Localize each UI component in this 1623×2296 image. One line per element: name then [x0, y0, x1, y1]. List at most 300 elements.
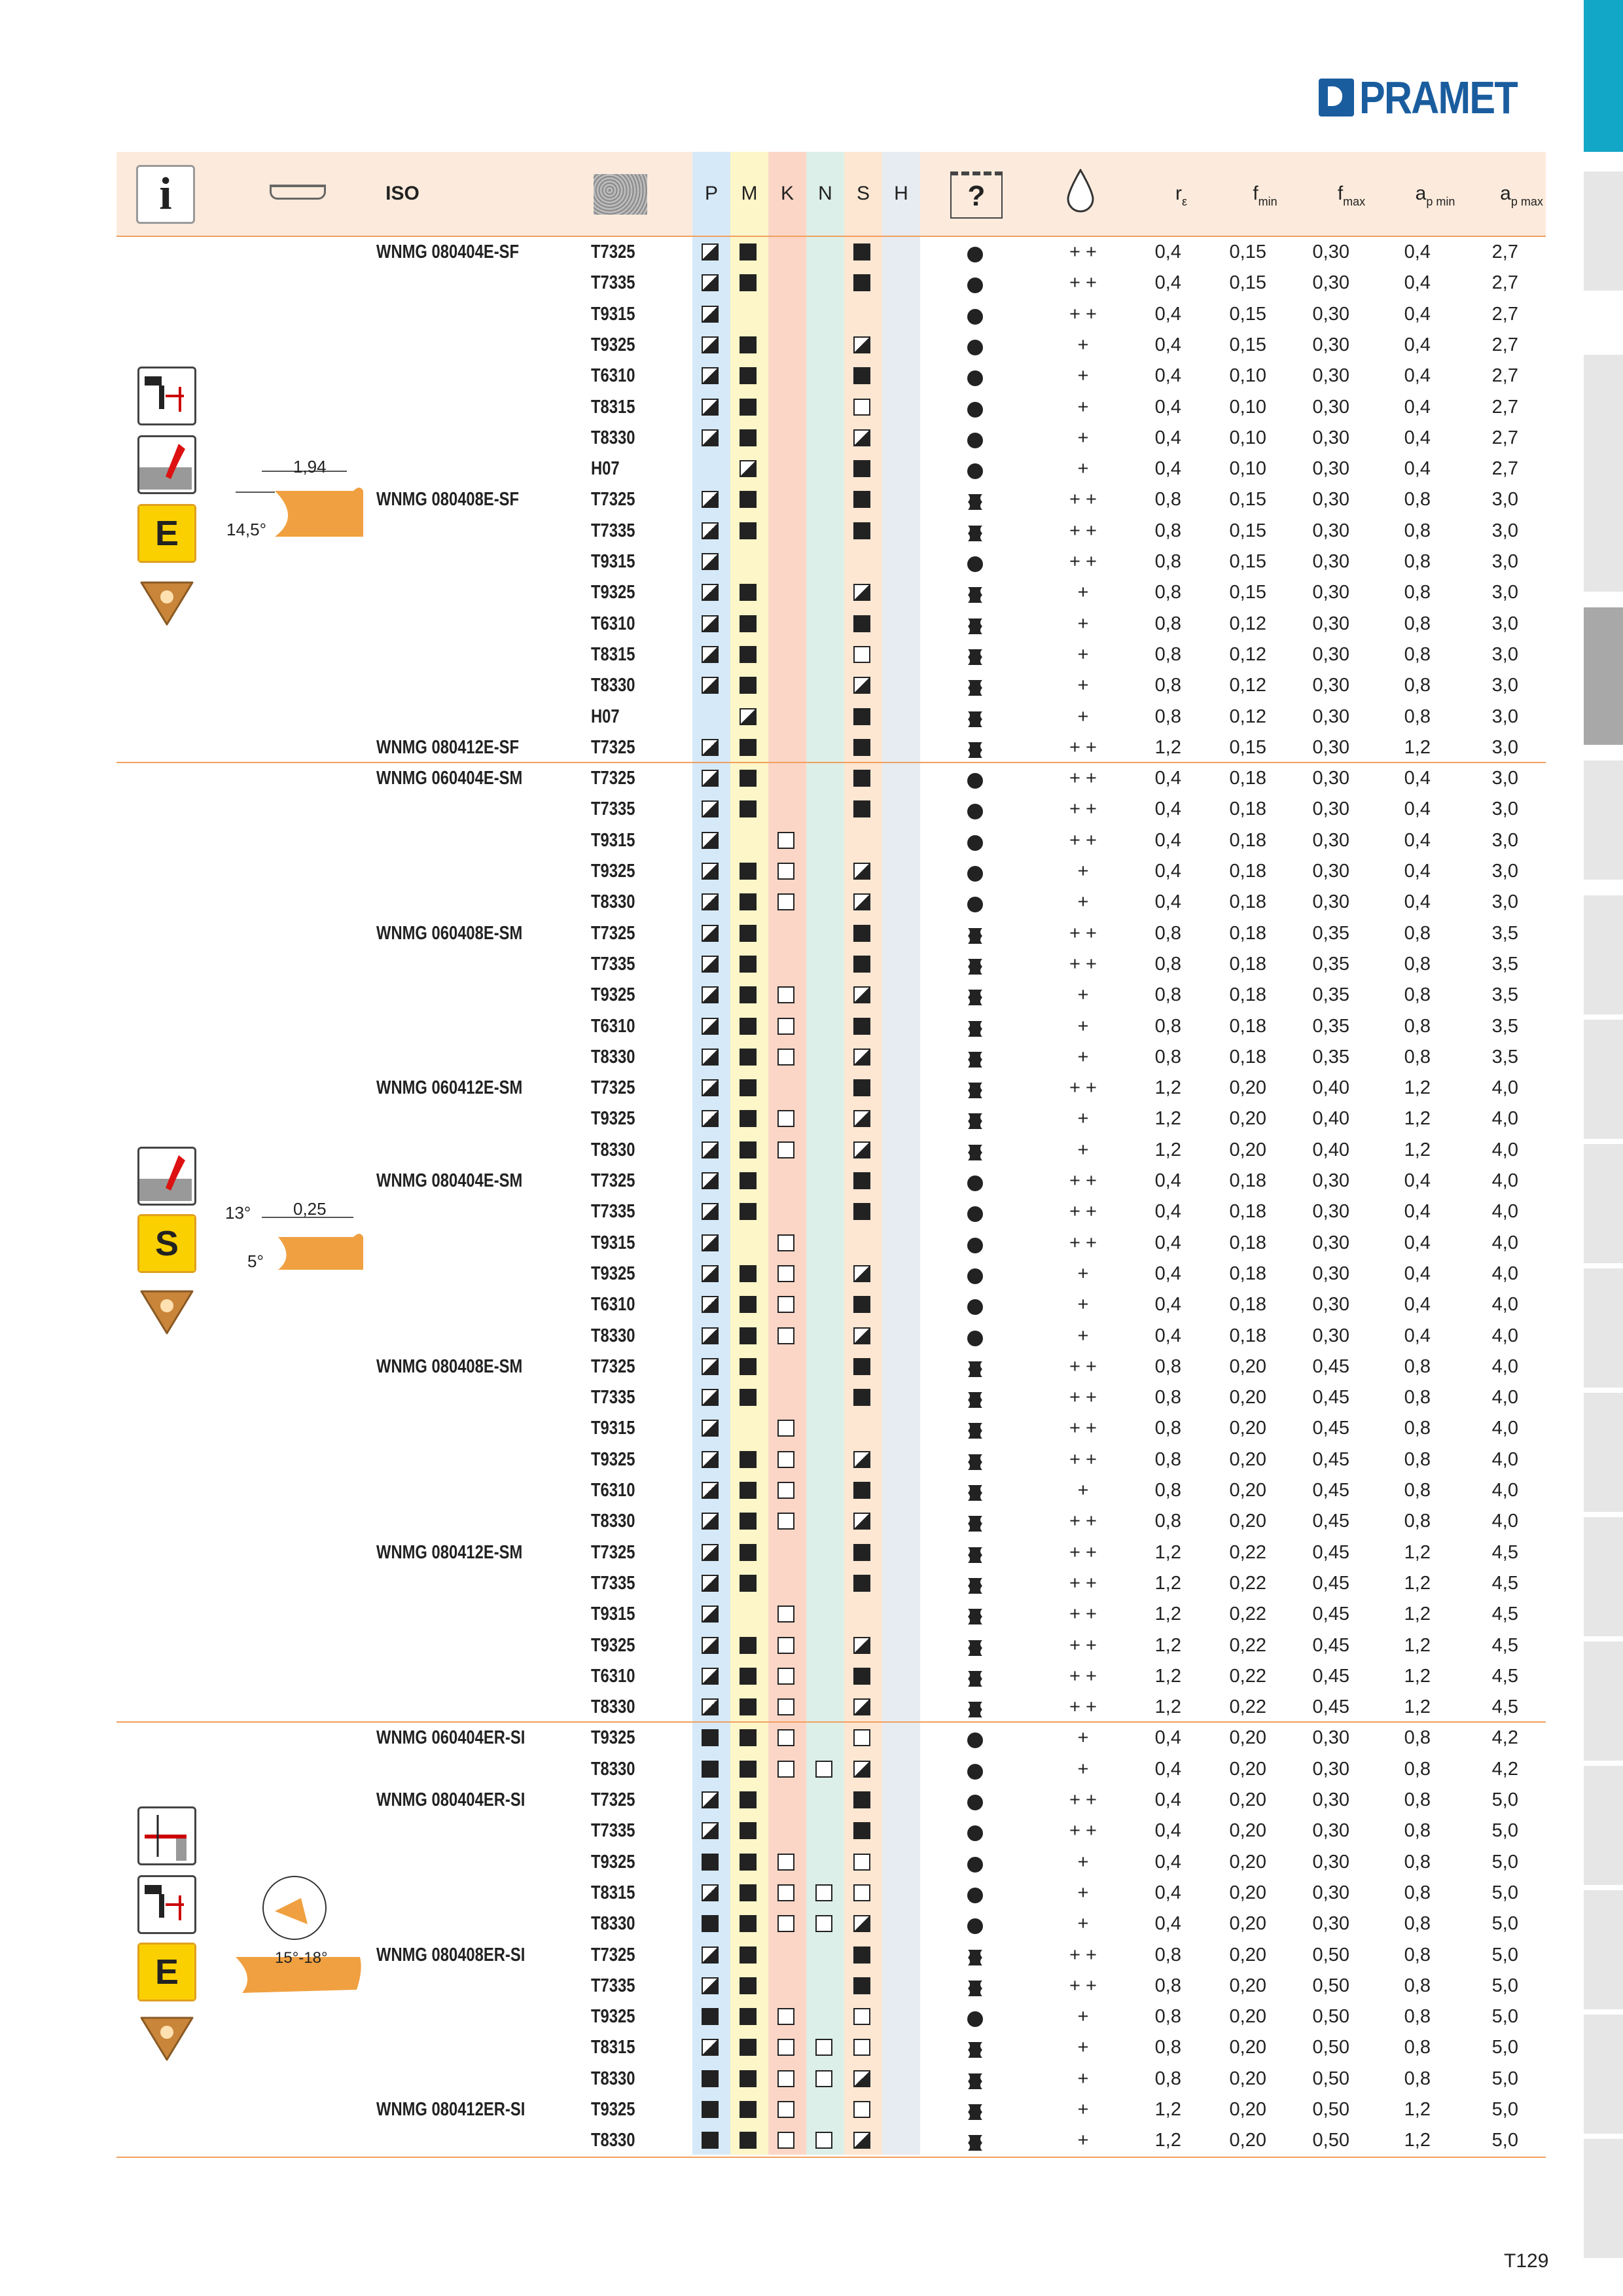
suitability-half-icon: [702, 1389, 719, 1406]
param-value: 0,8: [1154, 643, 1181, 665]
grade-code: T8330: [591, 1696, 635, 1718]
suitability-full-icon: [702, 2132, 719, 2149]
suitability-full-icon: [740, 1296, 757, 1313]
param-value: 0,22: [1229, 1541, 1266, 1563]
grade-code: H07: [591, 706, 620, 727]
param-value: 0,8: [1154, 1944, 1181, 1965]
coolant-rating: + +: [1069, 1170, 1097, 1191]
suitability-full-icon: [740, 522, 757, 539]
table-row: [0, 1289, 1623, 1320]
grade-code: T9325: [591, 1851, 635, 1873]
suitability-full-icon: [740, 1327, 757, 1344]
param-value: 0,8: [1404, 1882, 1431, 1903]
material-header-m: M: [741, 183, 758, 204]
tool-clamp-icon: [137, 1875, 196, 1934]
product-code[interactable]: WNMG 080408ER-SI: [376, 1944, 526, 1965]
coolant-rating: +: [1077, 1727, 1089, 1749]
suitability-empty-icon: [777, 863, 794, 880]
param-value: 0,15: [1229, 551, 1266, 572]
suitability-empty-icon: [777, 2132, 794, 2149]
param-value: 0,8: [1404, 1511, 1431, 1532]
stability-shaped-icon: [966, 2070, 984, 2088]
suitability-full-icon: [702, 1915, 719, 1932]
suitability-empty-icon: [815, 1761, 832, 1778]
param-value: 0,8: [1154, 1418, 1181, 1439]
grade-code: T7335: [591, 953, 635, 975]
side-tab[interactable]: [1584, 2139, 1623, 2258]
table-row: [0, 1568, 1623, 1599]
table-row: [0, 1444, 1623, 1475]
coolant-rating: +: [1077, 1758, 1089, 1780]
coolant-rating: +: [1077, 613, 1089, 634]
param-value: 0,8: [1154, 984, 1181, 1006]
param-value: 0,20: [1229, 1448, 1266, 1470]
param-value: 4,0: [1491, 1294, 1518, 1316]
suitability-full-icon: [740, 2101, 757, 2118]
coolant-rating: +: [1077, 1015, 1089, 1037]
param-value: 4,5: [1491, 1634, 1518, 1656]
table-row: [0, 2094, 1623, 2125]
param-value: 0,18: [1229, 768, 1266, 789]
param-value: 3,0: [1491, 891, 1518, 913]
suitability-half-icon: [702, 1822, 719, 1839]
param-value: 0,4: [1154, 272, 1181, 294]
param-value: 0,4: [1154, 303, 1181, 325]
stability-shaped-icon: [966, 1048, 984, 1066]
rake-angle-label: 15°-18°: [275, 1949, 328, 1967]
param-value: 0,4: [1154, 768, 1181, 789]
product-code[interactable]: WNMG 080404E-SF: [376, 242, 520, 262]
param-value: 1,2: [1404, 1077, 1431, 1099]
stability-shaped-icon: [966, 645, 984, 664]
param-value: 4,0: [1491, 1108, 1518, 1130]
param-value: 0,18: [1229, 984, 1266, 1006]
product-code[interactable]: WNMG 080408E-SF: [376, 489, 520, 511]
param-value: 0,18: [1229, 1294, 1266, 1316]
suitability-empty-icon: [853, 2039, 870, 2056]
product-code[interactable]: WNMG 080412ER-SI: [376, 2099, 526, 2120]
suitability-half-icon: [702, 986, 719, 1003]
stability-shaped-icon: [966, 676, 984, 694]
param-value: 0,8: [1154, 582, 1181, 603]
grade-code: T7335: [591, 798, 635, 820]
grade-code: T9325: [591, 1727, 635, 1749]
param-value: 0,4: [1154, 365, 1181, 387]
param-value: 0,8: [1154, 2037, 1181, 2058]
param-value: 0,8: [1404, 1758, 1431, 1780]
stability-shaped-icon: [966, 2038, 984, 2056]
suitability-half-icon: [853, 986, 870, 1003]
stability-dot-icon: [966, 1327, 984, 1345]
stability-shaped-icon: [966, 1109, 984, 1128]
param-value: 0,20: [1229, 1975, 1266, 1996]
param-value: 0,30: [1312, 1170, 1349, 1191]
suitability-half-icon: [702, 1203, 719, 1220]
coolant-rating: + +: [1069, 272, 1097, 294]
side-tab[interactable]: [1584, 0, 1623, 152]
param-value: 0,4: [1154, 1727, 1181, 1749]
suitability-empty-icon: [777, 1482, 794, 1499]
section-separator: [116, 236, 1546, 237]
suitability-full-icon: [853, 708, 870, 725]
stability-dot-icon: [966, 1729, 984, 1747]
suitability-full-icon: [853, 1358, 870, 1375]
stability-shaped-icon: [966, 1419, 984, 1437]
suitability-full-icon: [740, 1389, 757, 1406]
param-value: 0,20: [1229, 1139, 1266, 1160]
suitability-empty-icon: [777, 1420, 794, 1437]
suitability-full-icon: [740, 491, 757, 508]
param-header: f $_{max}$: [1337, 183, 1366, 208]
param-value: 0,4: [1404, 1201, 1431, 1223]
stability-shaped-icon: [966, 708, 984, 726]
table-row: [0, 1754, 1623, 1785]
suitability-half-icon: [702, 893, 719, 910]
param-value: 0,20: [1229, 2068, 1266, 2089]
stability-shaped-icon: [966, 615, 984, 633]
param-value: 1,2: [1154, 1108, 1181, 1130]
chip-control-icon: [137, 435, 196, 494]
param-value: 0,8: [1404, 953, 1431, 975]
table-row: [0, 887, 1623, 918]
suitability-half-icon: [853, 429, 870, 446]
stability-dot-icon: [966, 1914, 984, 1933]
grade-code: T9325: [591, 2006, 635, 2028]
suitability-full-icon: [740, 1513, 757, 1530]
coolant-rating: + +: [1069, 1232, 1097, 1253]
stability-dot-icon: [966, 1295, 984, 1314]
coolant-rating: + +: [1069, 1572, 1097, 1594]
suitability-full-icon: [702, 1761, 719, 1778]
clearance-angle-label: 5°: [247, 1251, 264, 1271]
tool-clamp-icon: [137, 367, 196, 425]
param-value: 0,30: [1312, 1201, 1349, 1223]
param-value: 0,30: [1312, 489, 1349, 511]
param-value: 0,12: [1229, 643, 1266, 665]
param-value: 0,30: [1312, 365, 1349, 387]
param-value: 0,15: [1229, 489, 1266, 511]
table-row: [0, 1011, 1623, 1042]
param-value: 4,0: [1491, 1418, 1518, 1439]
suitability-full-icon: [853, 1544, 870, 1561]
product-code[interactable]: WNMG 080408E-SM: [376, 1355, 523, 1377]
suitability-full-icon: [740, 1451, 757, 1468]
param-value: 0,20: [1229, 1727, 1266, 1749]
table-row: [0, 2064, 1623, 2094]
param-value: 0,45: [1312, 1355, 1349, 1377]
stability-dot-icon: [966, 2007, 984, 2026]
param-value: 0,35: [1312, 922, 1349, 944]
suitability-half-icon: [702, 274, 719, 291]
param-value: 0,45: [1312, 1634, 1349, 1656]
param-value: 4,2: [1491, 1758, 1518, 1780]
product-code[interactable]: WNMG 080404ER-SI: [376, 1789, 526, 1810]
product-code[interactable]: WNMG 060404ER-SI: [376, 1727, 526, 1749]
suitability-empty-icon: [777, 2008, 794, 2025]
param-value: 0,8: [1404, 1913, 1431, 1935]
section-separator: [116, 1721, 1546, 1723]
param-value: 0,8: [1154, 551, 1181, 572]
grade-code: T9315: [591, 1418, 635, 1439]
param-value: 0,8: [1404, 1480, 1431, 1501]
table-row: [0, 1475, 1623, 1506]
param-value: 0,50: [1312, 2068, 1349, 2089]
grade-code: T7325: [591, 1944, 635, 1965]
suitability-half-icon: [853, 893, 870, 910]
suitability-empty-icon: [853, 1884, 870, 1901]
coolant-rating: +: [1077, 984, 1089, 1006]
suitability-full-icon: [740, 925, 757, 942]
suitability-half-icon: [702, 1296, 719, 1313]
param-value: 4,0: [1491, 1232, 1518, 1253]
suitability-full-icon: [853, 1482, 870, 1499]
param-value: 0,30: [1312, 891, 1349, 913]
param-value: 3,0: [1491, 861, 1518, 882]
param-value: 4,0: [1491, 1480, 1518, 1501]
coolant-rating: + +: [1069, 1789, 1097, 1810]
product-code[interactable]: WNMG 060408E-SM: [376, 922, 523, 944]
param-value: 0,8: [1404, 1448, 1431, 1470]
param-value: 4,0: [1491, 1139, 1518, 1160]
suitability-half-icon: [853, 1761, 870, 1778]
param-value: 0,8: [1154, 706, 1181, 727]
suitability-half-icon: [853, 1110, 870, 1127]
stability-shaped-icon: [966, 1698, 984, 1716]
param-value: 3,5: [1491, 1046, 1518, 1067]
coolant-rating: + +: [1069, 1355, 1097, 1377]
suitability-empty-icon: [815, 2039, 832, 2056]
product-code[interactable]: WNMG 080412E-SM: [376, 1541, 523, 1563]
param-value: 0,20: [1229, 1789, 1266, 1810]
param-value: 0,8: [1154, 1448, 1181, 1470]
stability-dot-icon: [966, 1853, 984, 1871]
suitability-full-icon: [702, 2008, 719, 2025]
table-row: [0, 299, 1623, 330]
table-row: [0, 2001, 1623, 2032]
param-value: 5,0: [1491, 1975, 1518, 1996]
product-code[interactable]: WNMG 060404E-SM: [376, 768, 523, 789]
suitability-half-icon: [702, 1605, 719, 1623]
table-row: [0, 639, 1623, 670]
param-value: 0,12: [1229, 613, 1266, 634]
edge-geometry-diagram: [229, 1872, 366, 1996]
iso-header: ISO: [385, 183, 419, 204]
suitability-half-icon: [702, 1977, 719, 1994]
suitability-full-icon: [853, 1389, 870, 1406]
param-value: 4,5: [1491, 1665, 1518, 1687]
suitability-full-icon: [740, 1018, 757, 1035]
param-value: 0,4: [1154, 1789, 1181, 1810]
param-value: 0,20: [1229, 1077, 1266, 1099]
param-value: 0,30: [1312, 1789, 1349, 1810]
param-header: f $_{min}$: [1253, 183, 1277, 208]
param-value: 0,8: [1404, 520, 1431, 541]
param-value: 1,2: [1404, 1572, 1431, 1594]
param-value: 1,2: [1404, 1541, 1431, 1563]
param-value: 0,8: [1404, 1387, 1431, 1408]
param-value: 5,0: [1491, 2099, 1518, 2120]
table-row: [0, 794, 1623, 825]
grade-code: T7325: [591, 1077, 635, 1099]
param-value: 3,5: [1491, 984, 1518, 1006]
suitability-full-icon: [702, 2070, 719, 2087]
suitability-full-icon: [740, 1110, 757, 1127]
param-header: a $_{p max}$: [1500, 183, 1543, 208]
suitability-half-icon: [702, 306, 719, 323]
chipbreaker-letter-icon: S: [137, 1214, 196, 1273]
suitability-empty-icon: [777, 1513, 794, 1530]
suitability-full-icon: [740, 1079, 757, 1096]
product-code[interactable]: WNMG 060412E-SM: [376, 1077, 523, 1099]
coolant-rating: + +: [1069, 1634, 1097, 1656]
stability-dot-icon: [966, 1265, 984, 1283]
param-value: 0,8: [1404, 922, 1431, 944]
suitability-empty-icon: [777, 1668, 794, 1685]
suitability-full-icon: [740, 893, 757, 910]
suitability-empty-icon: [777, 1265, 794, 1282]
coolant-rating: +: [1077, 1480, 1089, 1501]
suitability-full-icon: [740, 1049, 757, 1066]
suitability-empty-icon: [777, 986, 794, 1003]
suitability-half-icon: [702, 553, 719, 570]
param-value: 0,4: [1404, 891, 1431, 913]
coolant-rating: + +: [1069, 1511, 1097, 1532]
param-value: 0,50: [1312, 2006, 1349, 2028]
param-value: 3,0: [1491, 643, 1518, 665]
table-row: [0, 1723, 1623, 1753]
param-value: 0,8: [1404, 675, 1431, 696]
suitability-full-icon: [740, 2070, 757, 2087]
suitability-half-icon: [702, 863, 719, 880]
param-value: 0,8: [1404, 582, 1431, 603]
suitability-half-icon: [702, 956, 719, 973]
suitability-full-icon: [740, 1544, 757, 1561]
grade-code: T7335: [591, 1975, 635, 1996]
section-separator: [116, 762, 1546, 763]
param-value: 4,0: [1491, 1325, 1518, 1346]
suitability-full-icon: [853, 274, 870, 291]
coolant-rating: +: [1077, 1882, 1089, 1903]
param-value: 3,0: [1491, 582, 1518, 603]
param-value: 0,18: [1229, 861, 1266, 882]
coolant-rating: + +: [1069, 829, 1097, 851]
param-value: 0,18: [1229, 1263, 1266, 1284]
insert-shape-icon: [137, 571, 192, 626]
suitability-empty-icon: [777, 1234, 794, 1251]
coolant-rating: + +: [1069, 1820, 1097, 1842]
suitability-full-icon: [853, 491, 870, 508]
table-row: [0, 2032, 1623, 2063]
param-value: 0,30: [1312, 1294, 1349, 1316]
land-width-label: 1,94: [293, 457, 327, 476]
table-row: [0, 1073, 1623, 1103]
suitability-empty-icon: [777, 893, 794, 910]
param-value: 0,15: [1229, 334, 1266, 355]
grade-code: T7325: [591, 242, 635, 262]
grade-code: T6310: [591, 1665, 635, 1687]
param-value: 3,0: [1491, 706, 1518, 727]
param-value: 4,0: [1491, 1263, 1518, 1284]
suitability-half-icon: [702, 800, 719, 817]
suitability-half-icon: [702, 1698, 719, 1715]
suitability-full-icon: [740, 1884, 757, 1901]
param-value: 0,18: [1229, 1046, 1266, 1067]
suitability-half-icon: [702, 770, 719, 787]
param-value: 0,4: [1154, 1325, 1181, 1346]
param-value: 5,0: [1491, 1913, 1518, 1935]
product-code[interactable]: WNMG 080404E-SM: [376, 1170, 523, 1191]
param-value: 0,45: [1312, 1448, 1349, 1470]
suitability-half-icon: [702, 646, 719, 663]
param-value: 0,35: [1312, 953, 1349, 975]
coolant-rating: +: [1077, 2130, 1089, 2151]
suitability-full-icon: [740, 336, 757, 353]
suitability-half-icon: [702, 2039, 719, 2056]
coolant-rating: +: [1077, 334, 1089, 355]
param-value: 1,2: [1154, 1634, 1181, 1656]
param-value: 0,8: [1154, 520, 1181, 541]
param-value: 0,20: [1229, 1882, 1266, 1903]
param-value: 0,4: [1404, 1294, 1431, 1316]
stability-shaped-icon: [966, 1946, 984, 1964]
table-row: [0, 392, 1623, 423]
insert-shape-icon: [137, 2006, 192, 2061]
stability-dot-icon: [966, 1234, 984, 1252]
param-value: 0,50: [1312, 2130, 1349, 2151]
suitability-full-icon: [853, 522, 870, 539]
param-value: 0,30: [1312, 768, 1349, 789]
suitability-full-icon: [740, 1977, 757, 1994]
suitability-half-icon: [702, 1482, 719, 1499]
suitability-full-icon: [740, 1854, 757, 1871]
coolant-rating: + +: [1069, 1696, 1097, 1718]
product-code[interactable]: WNMG 080412E-SF: [376, 736, 520, 758]
suitability-full-icon: [853, 1977, 870, 1994]
param-value: 3,0: [1491, 829, 1518, 851]
grade-code: T9325: [591, 334, 635, 355]
suitability-half-icon: [853, 1513, 870, 1530]
suitability-half-icon: [702, 1018, 719, 1035]
param-value: 0,45: [1312, 1696, 1349, 1718]
insert-shape-icon: [137, 1280, 192, 1335]
param-value: 0,40: [1312, 1077, 1349, 1099]
suitability-half-icon: [853, 336, 870, 353]
grade-code: T8315: [591, 643, 635, 665]
param-value: 0,8: [1154, 1046, 1181, 1067]
suitability-full-icon: [740, 243, 757, 260]
grade-code: T7335: [591, 1572, 635, 1594]
suitability-full-icon: [702, 1729, 719, 1746]
param-value: 4,0: [1491, 1355, 1518, 1377]
param-value: 3,0: [1491, 798, 1518, 820]
table-row: [0, 1661, 1623, 1692]
param-value: 0,15: [1229, 242, 1266, 262]
table-row: [0, 918, 1623, 949]
suitability-full-icon: [740, 1265, 757, 1282]
param-value: 0,35: [1312, 984, 1349, 1006]
param-value: 0,18: [1229, 891, 1266, 913]
suitability-empty-icon: [815, 2132, 832, 2149]
suitability-empty-icon: [777, 2039, 794, 2056]
param-value: 4,0: [1491, 1511, 1518, 1532]
suitability-full-icon: [853, 770, 870, 787]
coolant-rating: +: [1077, 1139, 1089, 1160]
suitability-full-icon: [740, 1915, 757, 1932]
suitability-half-icon: [702, 491, 719, 508]
table-row: [0, 361, 1623, 391]
stability-shaped-icon: [966, 1017, 984, 1035]
param-value: 0,15: [1229, 272, 1266, 294]
